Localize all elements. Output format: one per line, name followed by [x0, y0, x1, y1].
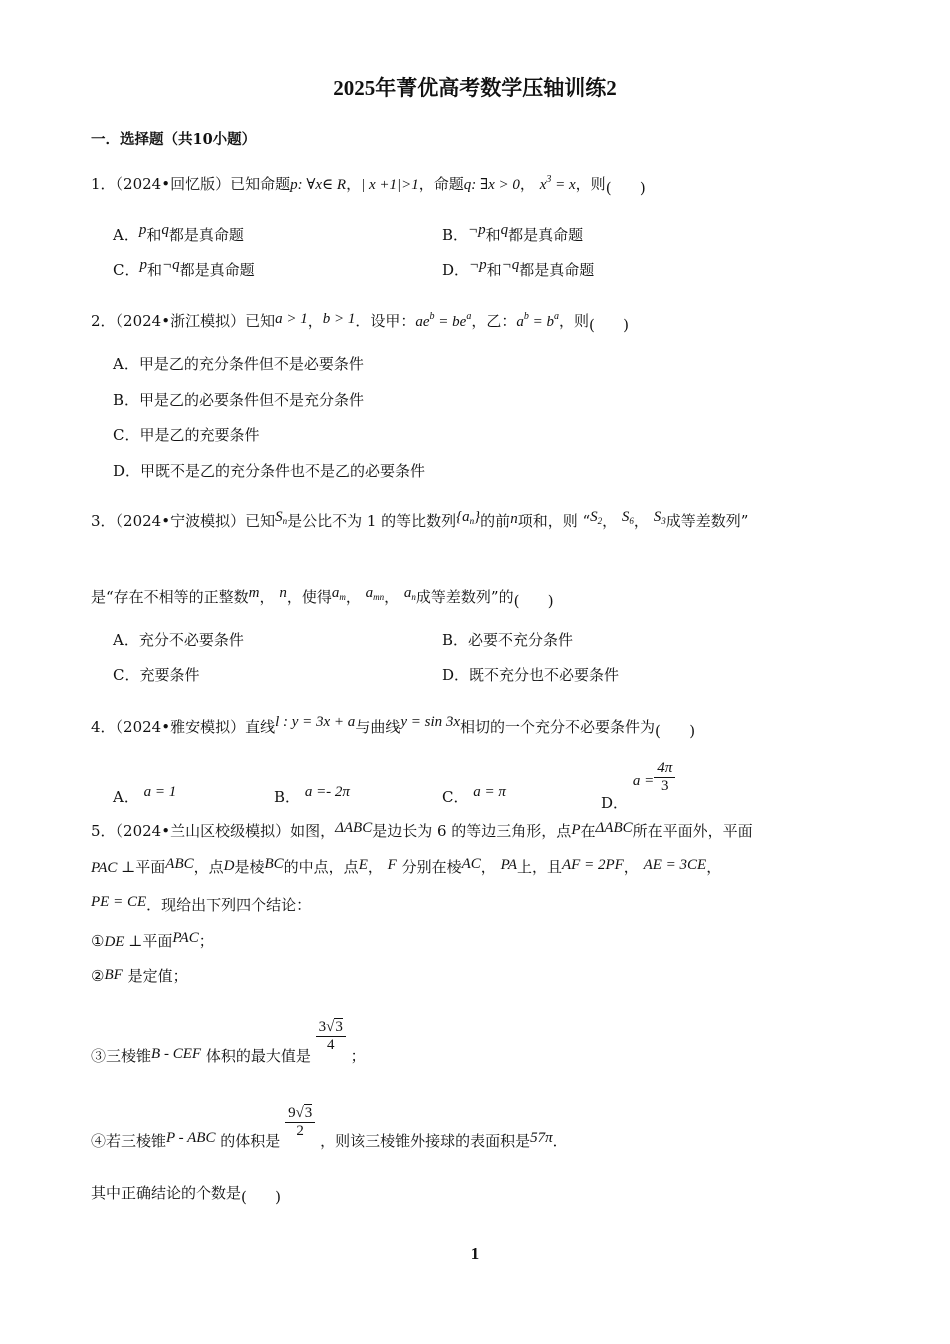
- conclusion-1: ①DE ⊥平面PAC；: [91, 930, 214, 950]
- conclusion-3: ③三棱锥B - CEF 体积的最大值是 $\frac{3√3}{4}$ ；: [91, 1019, 366, 1065]
- page-number: 1: [470, 1244, 480, 1263]
- q1-end: ，则: [575, 175, 606, 193]
- q1-option-d: D．¬p和¬q都是真命题: [442, 257, 595, 279]
- page-title: 2025年菁优高考数学压轴训练2: [333, 76, 617, 100]
- question-1-stem: 1．（2024•回忆版）已知命题p: ∀x∈ R，| x +1|>1，命题q: ∃x > 0， $x^3 = x$，则 ( ): [91, 174, 646, 197]
- q1-x3-rest: = x: [551, 177, 576, 193]
- q1-option-a: A．p和q都是真命题: [113, 222, 244, 244]
- q2-option-a: A．甲是乙的充分条件但不是必要条件: [113, 355, 364, 373]
- question-2-stem: 2．（2024•浙江模拟）已知a > 1，b > 1．设甲：$ae^b = be^a$，乙：$a^b = b^a$，则 ( ): [91, 311, 629, 334]
- q3-option-d: D．既不充分也不必要条件: [442, 666, 620, 684]
- question-5-line-3: PE = CE．现给出下列四个结论：: [91, 894, 312, 914]
- q3-option-a: A．充分不必要条件: [113, 631, 244, 649]
- question-5-line-1: 5．（2024•兰山区校级模拟）如图，ΔABC是边长为 6 的等边三角形，点P在ΔABC所在平面外，平面: [91, 820, 753, 840]
- q1-option-b: B．¬p和q都是真命题: [442, 222, 584, 244]
- q1-x3: x: [539, 177, 547, 193]
- q2-option-d: D．甲既不是乙的充分条件也不是乙的必要条件: [113, 462, 426, 480]
- q1-mid: ，命题: [418, 175, 464, 193]
- q1-option-c: C．p和¬q都是真命题: [113, 257, 255, 279]
- q1-comma: ，: [346, 175, 362, 193]
- q4-option-a: A． a = 1: [113, 784, 177, 806]
- question-3-stem-line-2: 是“存在不相等的正整数m， n，使得$a_m$， $a_{mn}$， $a_n$成等差数列”的 ( ): [91, 585, 554, 610]
- q1-p-label: p: [290, 177, 298, 193]
- conclusion-4: ④若三棱锥P - ABC 的体积是 $\frac{9√3}{2}$ ，则该三棱锥外接球的表面积是57π．: [91, 1105, 568, 1150]
- q1-q-label: q: [463, 177, 472, 193]
- q1-q-expr: : ∃x > 0: [471, 177, 520, 193]
- question-4-stem: 4．（2024•雅安模拟）直线l : y = 3x + a与曲线y = sin 3x相切的一个充分不必要条件为 ( ): [91, 714, 696, 740]
- q1-abs-expr: | x +1|>1: [361, 177, 419, 193]
- q2-option-c: C．甲是乙的充要条件: [113, 426, 260, 444]
- q2-option-b: B．甲是乙的必要条件但不是充分条件: [113, 391, 365, 409]
- q1-comma-2: ，: [519, 175, 535, 193]
- section-heading: 一．选择题（共10小题）: [91, 131, 257, 148]
- question-3-stem-line-1: 3．（2024•宁波模拟）已知$S_n$是公比不为 1 的等比数列$\{a_n\}$的前n项和，则 “$S_2$， $S_6$， $S_3$成等差数列”: [91, 509, 749, 530]
- q3-option-c: C．充要条件: [113, 666, 200, 684]
- q1-prefix: 1．（2024•回忆版）已知命题: [91, 175, 291, 193]
- question-5-final: 其中正确结论的个数是 ( ): [91, 1184, 282, 1206]
- q1-p-expr: : ∀x∈ R: [297, 177, 347, 193]
- q1-x3-sup: 3: [546, 174, 552, 185]
- conclusion-2: ②BF 是定值；: [91, 967, 188, 985]
- q4-option-b: B． a =- 2π: [274, 784, 350, 806]
- q3-option-b: B．必要不充分条件: [442, 631, 574, 649]
- q4-option-c: C． a = π: [442, 784, 506, 806]
- question-5-line-2: PAC ⊥平面ABC，点D是棱BC的中点，点E， F 分别在棱AC， PA上，且AF = 2PF， AE = 3CE，: [91, 856, 722, 876]
- q4-option-d: D． a = $\frac{4\pi}{3}$: [601, 760, 675, 795]
